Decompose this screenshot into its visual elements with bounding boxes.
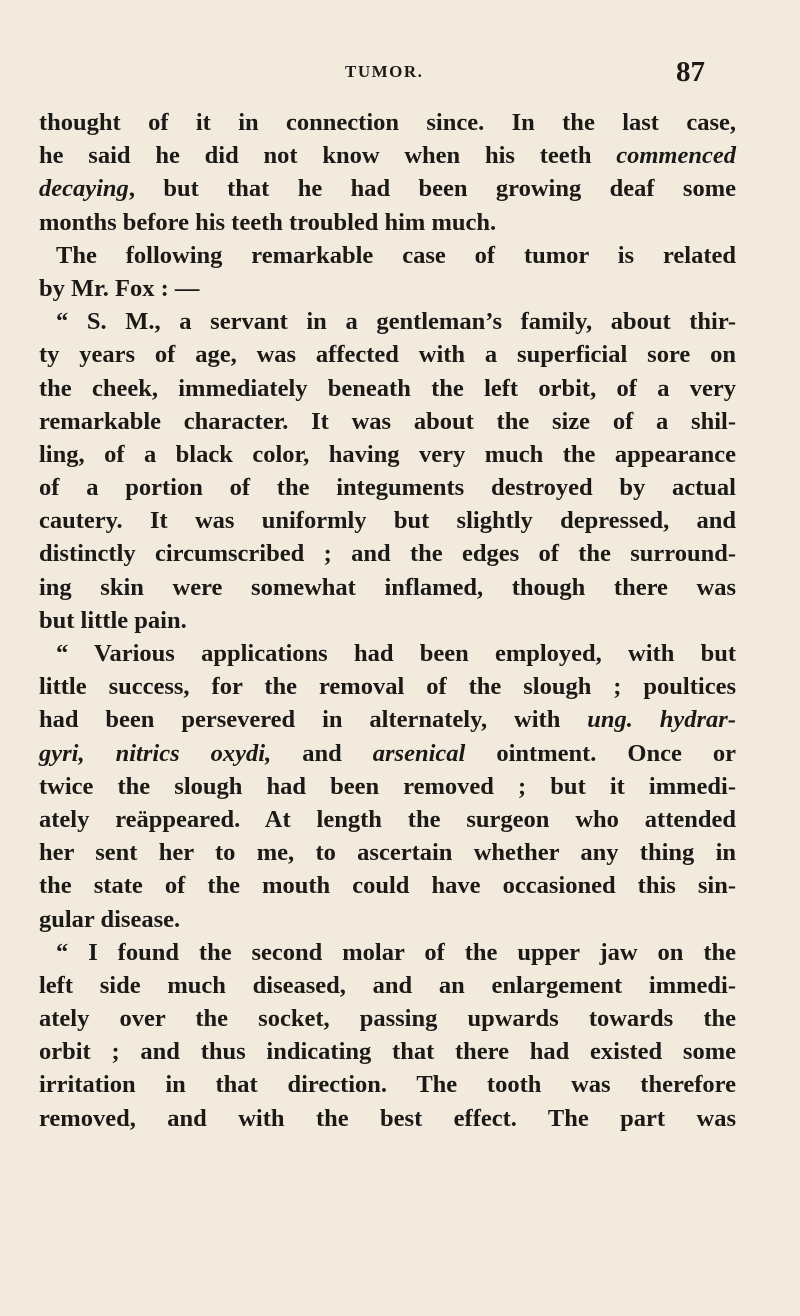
text-line — [39, 239, 736, 272]
text-line — [39, 504, 736, 537]
text-segment: the cheek, immediately beneath the left orbit, of a very — [39, 374, 736, 402]
text-line — [39, 537, 736, 570]
italic-text: ung. hydrar- — [587, 706, 736, 734]
text-line — [39, 936, 736, 969]
text-segment: “ I found the second molar of the upper jaw on the — [56, 938, 736, 966]
text-line — [39, 770, 736, 803]
running-head — [0, 56, 800, 92]
text-line — [39, 438, 736, 471]
text-line — [39, 1068, 736, 1101]
text-segment: of a portion of the integuments destroyed by actual — [39, 474, 736, 502]
text-segment: thought of it in connection since. In the last case, — [39, 109, 736, 136]
text-segment: cautery. It was uniformly but slightly depressed, and — [39, 507, 736, 535]
text-segment: gular disease. — [39, 905, 181, 933]
text-segment: had been persevered in alternately, with — [39, 706, 588, 734]
italic-text: gyri, nitrics oxydi, — [39, 739, 272, 767]
text-line — [39, 604, 736, 637]
text-line — [39, 869, 736, 902]
text-segment: removed, and with the best effect. The part was — [39, 1104, 736, 1132]
text-line — [39, 471, 736, 504]
text-line — [39, 372, 736, 405]
text-line — [39, 405, 736, 438]
text-line — [39, 272, 736, 305]
text-segment: and — [271, 739, 373, 767]
text-segment: The following remarkable case of tumor is related — [56, 241, 736, 269]
text-segment: ately reäppeared. At length the surgeon who attended — [39, 805, 736, 833]
text-line — [39, 305, 736, 338]
text-segment: “ S. M., a servant in a gentleman’s family, about thir- — [56, 308, 736, 336]
text-segment: remarkable character. It was about the size of a shil- — [39, 407, 736, 435]
italic-text: arsenical — [372, 739, 466, 767]
text-segment: but little pain. — [39, 606, 187, 634]
text-line — [39, 737, 736, 770]
text-line — [39, 637, 736, 670]
text-segment: months before his teeth troubled him much. — [39, 208, 497, 236]
text-segment: little success, for the removal of the slough ; poultices — [39, 673, 736, 701]
text-segment: her sent her to me, to ascertain whether any thing in — [39, 839, 736, 867]
text-line — [39, 670, 736, 703]
text-line — [39, 903, 736, 936]
text-segment: ty years of age, was affected with a superficial sore on — [39, 341, 736, 369]
italic-text: decaying — [39, 175, 129, 203]
italic-text: commenced — [616, 142, 736, 170]
text-line — [39, 703, 736, 736]
text-line — [39, 1102, 736, 1135]
text-line — [39, 969, 736, 1002]
page-number: 87 — [676, 56, 705, 88]
text-segment: left side much diseased, and an enlargement immedi- — [39, 971, 736, 999]
text-segment: ing skin were somewhat inflamed, though there was — [39, 573, 736, 601]
text-segment: distinctly circumscribed ; and the edges of the surround- — [39, 540, 736, 568]
text-segment: “ Various applications had been employed, with but — [56, 640, 736, 667]
text-segment: twice the slough had been removed ; but it immedi- — [39, 772, 736, 800]
text-line — [39, 139, 736, 172]
text-segment: ointment. Once or — [465, 739, 736, 767]
text-line — [39, 338, 736, 371]
text-line — [39, 206, 736, 239]
body-text — [39, 106, 736, 1135]
text-segment: , but that he had been growing deaf some — [128, 175, 736, 203]
text-line — [39, 1035, 736, 1068]
running-title: TUMOR. — [345, 62, 424, 81]
text-segment: by Mr. Fox : — — [39, 274, 200, 302]
text-line — [39, 571, 736, 604]
text-segment: he said he did not know when his teeth — [39, 142, 617, 170]
text-segment: the state of the mouth could have occasioned this sin- — [39, 872, 736, 900]
text-segment: irritation in that direction. The tooth was therefore — [39, 1071, 736, 1099]
text-segment: orbit ; and thus indicating that there had existed some — [39, 1038, 736, 1066]
text-line — [39, 172, 736, 205]
text-line — [39, 836, 736, 869]
text-segment: ately over the socket, passing upwards towards the — [39, 1005, 736, 1033]
text-segment: ling, of a black color, having very much the appearance — [39, 440, 736, 468]
text-line — [39, 803, 736, 836]
text-line — [39, 106, 736, 139]
text-line — [39, 1002, 736, 1035]
